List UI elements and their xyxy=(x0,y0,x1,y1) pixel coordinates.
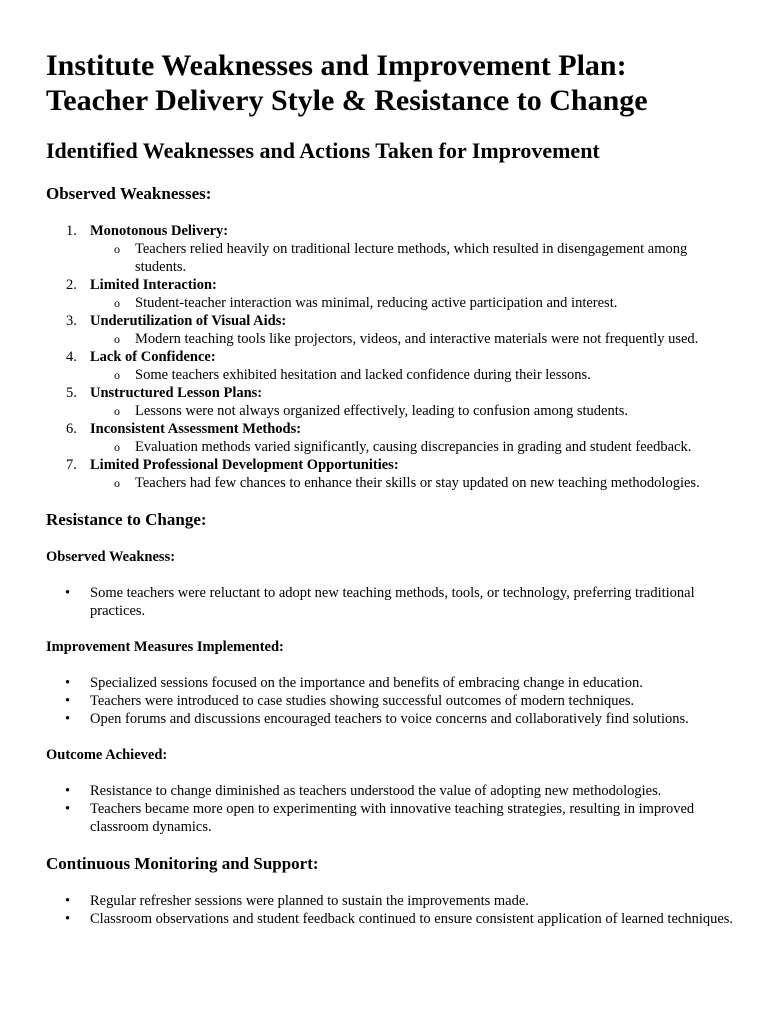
weakness-detail xyxy=(90,402,736,420)
weakness-detail-text: Teachers had few chances to enhance their skills or stay updated on new teaching methodologies. xyxy=(135,475,700,491)
weakness-title: Limited Interaction: xyxy=(90,277,217,293)
item-number: 2. xyxy=(66,277,77,293)
bullet-icon: • xyxy=(65,893,71,909)
weakness-detail-text: Modern teaching tools like projectors, videos, and interactive materials were not frequently used. xyxy=(135,331,699,347)
bullet-icon: • xyxy=(65,783,71,799)
item-number: 3. xyxy=(66,313,77,329)
title-line-1: Institute Weaknesses and Improvement Plan: xyxy=(46,49,627,82)
list-item-text: Regular refresher sessions were planned to sustain the improvements made. xyxy=(90,893,529,909)
weakness-item xyxy=(66,276,736,312)
observed-weakness-label: Observed Weakness: xyxy=(46,549,176,565)
weakness-detail xyxy=(90,438,736,456)
weakness-title: Underutilization of Visual Aids: xyxy=(90,313,287,329)
sub-bullet-icon: o xyxy=(114,476,120,490)
document-title xyxy=(46,48,736,118)
bullet-icon: • xyxy=(65,585,71,601)
weakness-detail-text: Evaluation methods varied significantly, causing discrepancies in grading and student feedback. xyxy=(135,439,692,455)
resistance-heading: Resistance to Change: xyxy=(46,510,207,529)
observed-weakness-list xyxy=(46,584,736,620)
sub-bullet-icon: o xyxy=(114,296,120,310)
weakness-item xyxy=(66,312,736,348)
item-number: 5. xyxy=(66,385,77,401)
weakness-title: Limited Professional Development Opportunities: xyxy=(90,457,399,473)
measures-list xyxy=(46,674,736,728)
title-line-2: Teacher Delivery Style & Resistance to Change xyxy=(46,84,648,117)
weakness-detail xyxy=(90,474,736,492)
list-item-text: Teachers were introduced to case studies showing successful outcomes of modern techniques. xyxy=(90,693,635,709)
monitoring-heading: Continuous Monitoring and Support: xyxy=(46,854,319,873)
weakness-detail-text: Teachers relied heavily on traditional lecture methods, which resulted in disengagement among students. xyxy=(135,241,688,275)
weakness-detail-text: Student-teacher interaction was minimal, reducing active participation and interest. xyxy=(135,295,618,311)
weakness-detail-text: Lessons were not always organized effectively, leading to confusion among students. xyxy=(135,403,629,419)
item-number: 4. xyxy=(66,349,77,365)
list-item-text: Teachers became more open to experimenting with innovative teaching strategies, resulting in improved classroom dynamics. xyxy=(90,801,695,835)
bullet-icon: • xyxy=(65,801,71,817)
item-number: 1. xyxy=(66,223,77,239)
list-item-text: Resistance to change diminished as teachers understood the value of adopting new methodologies. xyxy=(90,783,662,799)
weakness-title: Unstructured Lesson Plans: xyxy=(90,385,263,401)
list-item-text: Classroom observations and student feedback continued to ensure consistent application of learned techniques. xyxy=(90,911,734,927)
list-item xyxy=(65,692,736,710)
list-item xyxy=(65,584,736,620)
list-item-text: Some teachers were reluctant to adopt new teaching methods, tools, or technology, preferring traditional practices. xyxy=(90,585,695,619)
list-item-text: Specialized sessions focused on the importance and benefits of embracing change in education. xyxy=(90,675,643,691)
list-item xyxy=(65,710,736,728)
weakness-item xyxy=(66,420,736,456)
bullet-icon: • xyxy=(65,675,71,691)
sub-bullet-icon: o xyxy=(114,332,120,346)
weakness-item xyxy=(66,384,736,420)
weakness-detail xyxy=(90,240,736,276)
outcome-label: Outcome Achieved: xyxy=(46,747,168,763)
weakness-detail xyxy=(90,366,736,384)
measures-label: Improvement Measures Implemented: xyxy=(46,639,284,655)
item-number: 6. xyxy=(66,421,77,437)
weakness-detail xyxy=(90,330,736,348)
list-item xyxy=(65,892,736,910)
weakness-title: Inconsistent Assessment Methods: xyxy=(90,421,302,437)
sub-bullet-icon: o xyxy=(114,404,120,418)
list-item xyxy=(65,910,736,928)
bullet-icon: • xyxy=(65,911,71,927)
weakness-title: Monotonous Delivery: xyxy=(90,223,229,239)
list-item xyxy=(65,674,736,692)
bullet-icon: • xyxy=(65,693,71,709)
sub-bullet-icon: o xyxy=(114,368,120,382)
sub-bullet-icon: o xyxy=(114,440,120,454)
weakness-item xyxy=(66,348,736,384)
bullet-icon: • xyxy=(65,711,71,727)
weakness-item xyxy=(66,222,736,276)
outcome-list xyxy=(46,782,736,836)
sub-bullet-icon: o xyxy=(114,242,120,256)
item-number: 7. xyxy=(66,457,77,473)
list-item-text: Open forums and discussions encouraged teachers to voice concerns and collaboratively find solutions. xyxy=(90,711,689,727)
weakness-detail-text: Some teachers exhibited hesitation and lacked confidence during their lessons. xyxy=(135,367,591,383)
weakness-detail xyxy=(90,294,736,312)
section-subtitle: Identified Weaknesses and Actions Taken for Improvement xyxy=(46,138,600,163)
weakness-title: Lack of Confidence: xyxy=(90,349,216,365)
weakness-item xyxy=(66,456,736,492)
list-item xyxy=(65,800,736,836)
document-page xyxy=(46,48,736,928)
list-item xyxy=(65,782,736,800)
observed-weaknesses-heading: Observed Weaknesses: xyxy=(46,184,212,203)
monitoring-list xyxy=(46,892,736,928)
weakness-list xyxy=(46,222,736,492)
